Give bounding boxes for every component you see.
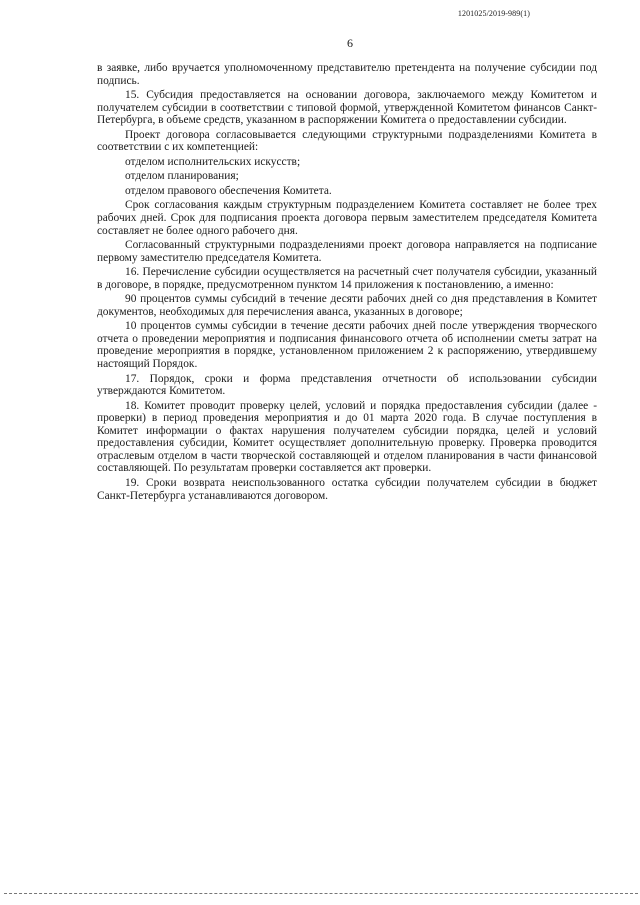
paragraph-approved-draft: Согласованный структурными подразделениями проект договора направляется на подписание первому заместителю председателя Комитета. xyxy=(97,239,597,264)
list-item-legal: отделом правового обеспечения Комитета. xyxy=(125,184,332,197)
paragraph-draft-approval: Проект договора согласовывается следующими структурными подразделениями Комитета в соответствии с их компетенцией: xyxy=(97,128,597,154)
paragraph-10-percent: 10 процентов суммы субсидии в течение десяти рабочих дней после утверждения творческого отчета о проведении мероприятия и подписания финансового отчета об исполнении сметы затрат на проведение мероприятия в порядке, установленном приложением 2 к распоряжению, утвердившему настоящий Порядок. xyxy=(97,320,597,371)
paragraph-19: 19. Сроки возврата неиспользованного остатка субсидии получателем субсидии в бюджет Санкт-Петербурга устанавливаются договором. xyxy=(97,476,597,502)
paragraph-16: 16. Перечисление субсидии осуществляется на расчетный счет получателя субсидии, указанный в договоре, в порядке, предусмотренном пунктом 14 приложения к постановлению, а именно: xyxy=(97,266,597,291)
list-item-planning: отделом планирования; xyxy=(125,170,239,183)
paragraph-90-percent: 90 процентов суммы субсидий в течение десяти рабочих дней со дня представления в Комитет документов, необходимых для перечисления аванса, указанных в договоре; xyxy=(97,293,597,318)
bottom-divider xyxy=(4,893,638,894)
paragraph-continuation: в заявке, либо вручается уполномоченному представителю претендента на получение субсидии под подпись. xyxy=(97,62,597,87)
paragraph-15: 15. Субсидия предоставляется на основании договора, заключаемого между Комитетом и получателем субсидии в соответствии с типовой формой, утвержденной Комитетом финансов Санкт-Петербурга, в объеме средств, указанном в распоряжении Комитета о предоставлении субсидии. xyxy=(97,89,597,127)
document-body xyxy=(97,62,597,502)
page-number: 6 xyxy=(347,36,353,50)
document-id: 1201025/2019-989(1) xyxy=(457,9,530,18)
paragraph-17: 17. Порядок, сроки и форма представления отчетности об использовании субсидии утверждаются Комитетом. xyxy=(97,372,597,398)
paragraph-approval-term: Срок согласования каждым структурным подразделением Комитета составляет не более трех рабочих дней. Срок для подписания проекта договора первым заместителем председателя Комитета составляет не более одного рабочего дня. xyxy=(97,199,597,237)
list-item-performing-arts: отделом исполнительских искусств; xyxy=(125,155,301,168)
paragraph-18: 18. Комитет проводит проверку целей, условий и порядка предоставления субсидии (далее - проверки) в период проведения мероприятия и до 01 марта 2020 года. В случае поступления в Комитет информации о фактах нарушения получателем субсидии порядка, целей и условий предоставления субсидии, Комитет осуществляет дополнительную проверку. Проверка проводится отраслевым отделом в части творческой составляющей и отделом планирования в части финансовой составляющей. По результатам проверки составляется акт проверки. xyxy=(97,399,597,475)
